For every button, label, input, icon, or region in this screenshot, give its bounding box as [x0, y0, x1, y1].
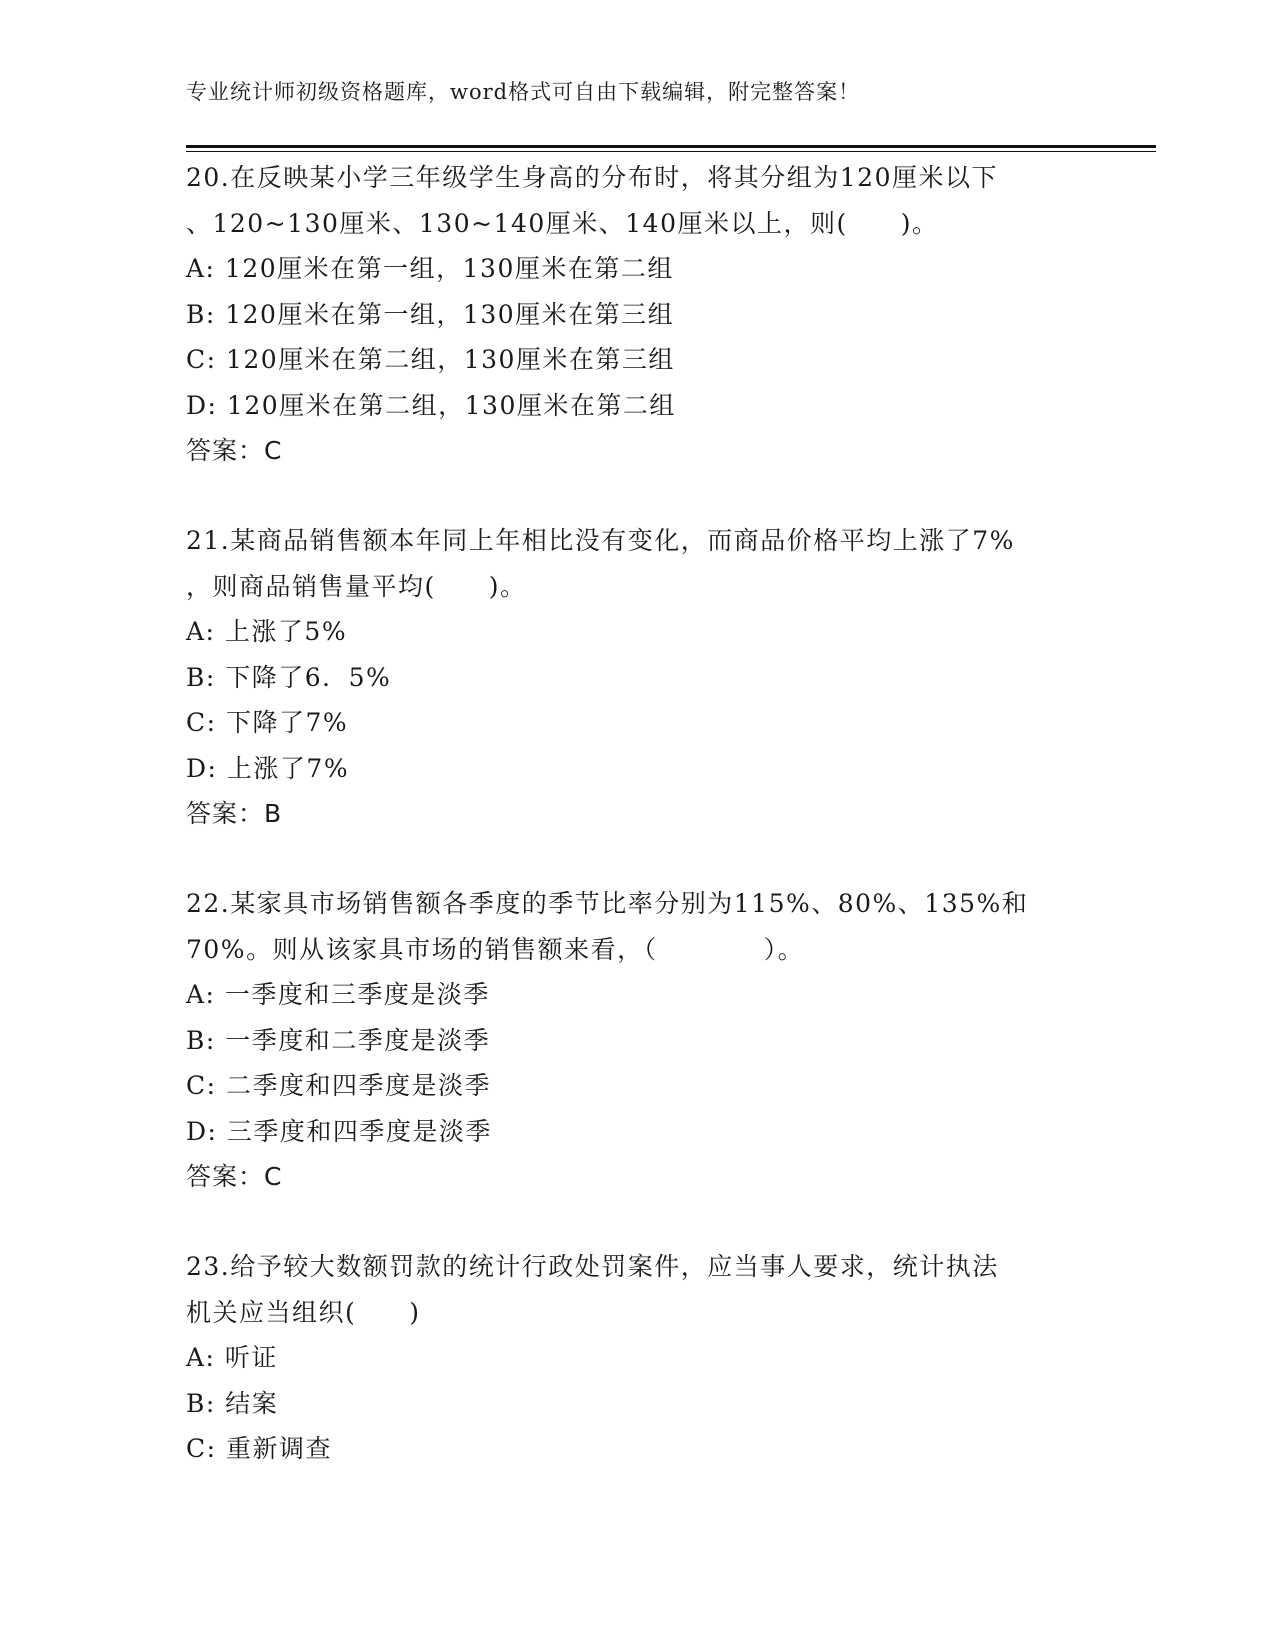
option-c: C: 重新调查: [186, 1434, 332, 1463]
question-23: [186, 1244, 1086, 1472]
page-header: 专业统计师初级资格题库，word格式可自由下载编辑，附完整答案！: [186, 80, 861, 104]
question-20: [186, 155, 1086, 474]
question-stem-line: 23.给予较大数额罚款的统计行政处罚案件，应当事人要求，统计执法: [186, 1252, 999, 1281]
option-b: B: 一季度和二季度是淡季: [186, 1025, 491, 1055]
question-stem-line: 机关应当组织( ): [186, 1297, 421, 1327]
question-stem-line: 、120~130厘米、130~140厘米、140厘米以上，则( )。: [186, 208, 939, 238]
option-a: A: 听证: [186, 1343, 278, 1372]
option-d: D: 三季度和四季度是淡季: [186, 1116, 492, 1146]
option-c: C: 下降了7%: [186, 708, 349, 737]
option-d: D: 上涨了7%: [186, 753, 350, 783]
option-a: A: 120厘米在第一组，130厘米在第二组: [186, 254, 674, 283]
question-stem-line: ，则商品销售量平均( )。: [186, 571, 527, 601]
option-d: D: 120厘米在第二组，130厘米在第二组: [186, 390, 676, 420]
answer-line: 答案：B: [186, 799, 283, 828]
question-stem-line: 21.某商品销售额本年同上年相比没有变化，而商品价格平均上涨了7%: [186, 526, 1015, 555]
answer-line: 答案：C: [186, 436, 283, 465]
option-c: C: 120厘米在第二组，130厘米在第三组: [186, 345, 675, 374]
option-b: B: 结案: [186, 1388, 279, 1418]
answer-line: 答案：C: [186, 1162, 283, 1191]
question-21: [186, 518, 1086, 837]
header-rule-thin: [186, 151, 1156, 152]
option-b: B: 120厘米在第一组，130厘米在第三组: [186, 299, 675, 329]
option-b: B: 下降了6．5%: [186, 662, 392, 692]
option-a: A: 一季度和三季度是淡季: [186, 980, 490, 1009]
option-c: C: 二季度和四季度是淡季: [186, 1071, 491, 1100]
question-stem-line: 22.某家具市场销售额各季度的季节比率分别为115%、80%、135%和: [186, 889, 1029, 918]
question-22: [186, 881, 1086, 1200]
question-stem-line: 20.在反映某小学三年级学生身高的分布时，将其分组为120厘米以下: [186, 163, 998, 192]
option-a: A: 上涨了5%: [186, 617, 348, 646]
header-rule-thick: [186, 145, 1156, 148]
question-stem-line: 70%。则从该家具市场的销售额来看，（ ）。: [186, 934, 805, 964]
